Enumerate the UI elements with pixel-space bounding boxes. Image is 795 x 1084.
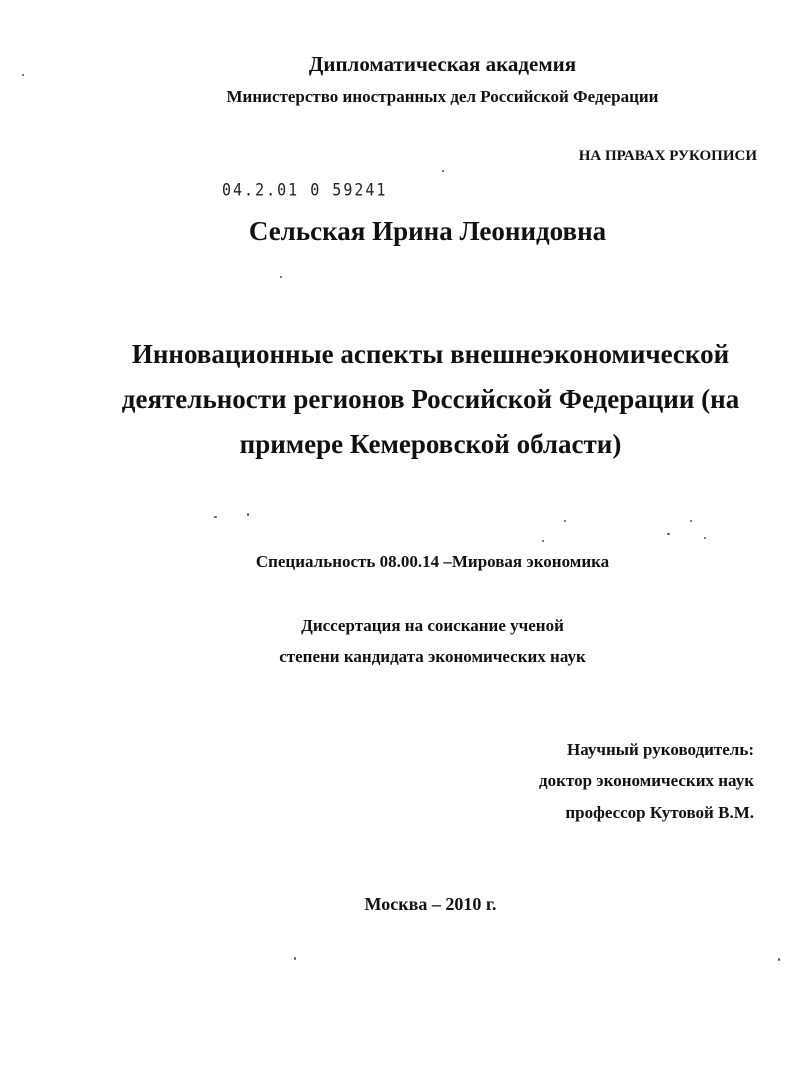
specialty: Специальность 08.00.14 –Мировая экономика bbox=[255, 552, 610, 571]
rights-notice: НА ПРАВАХ РУКОПИСИ bbox=[578, 148, 757, 164]
supervisor-name: профессор Кутовой В.М. bbox=[565, 803, 754, 822]
institution-name: Дипломатическая академия bbox=[308, 52, 577, 76]
scan-speck bbox=[690, 520, 692, 522]
dissertation-purpose-line-2: степени кандидата экономических наук bbox=[279, 647, 586, 666]
title-line: Инновационные аспекты внешнеэкономической bbox=[131, 339, 730, 369]
scan-speck bbox=[214, 516, 217, 518]
dissertation-purpose-line-1: Диссертация на соискание ученой bbox=[301, 616, 564, 635]
title-line: деятельности регионов Российской Федерации (на bbox=[121, 384, 740, 414]
title-line: примере Кемеровской области) bbox=[239, 429, 622, 459]
author-name: Сельская Ирина Леонидовна bbox=[248, 216, 607, 246]
scan-speck bbox=[22, 74, 24, 76]
supervisor-label: Научный руководитель: bbox=[567, 740, 754, 759]
scan-speck bbox=[778, 958, 780, 961]
ministry-name: Министерство иностранных дел Российской Федерации bbox=[226, 87, 659, 106]
scan-speck bbox=[564, 520, 566, 522]
scan-speck bbox=[442, 170, 444, 172]
dissertation-title bbox=[60, 332, 795, 467]
scan-speck bbox=[280, 276, 282, 278]
scan-speck bbox=[542, 540, 544, 542]
scan-speck bbox=[667, 533, 670, 535]
scan-speck bbox=[247, 513, 249, 516]
scan-speck bbox=[294, 957, 296, 960]
supervisor-degree: доктор экономических наук bbox=[539, 771, 754, 790]
city-year: Москва – 2010 г. bbox=[364, 894, 497, 914]
registration-stamp: 04.2.01 0 59241 bbox=[222, 179, 388, 201]
scan-speck bbox=[704, 537, 706, 539]
